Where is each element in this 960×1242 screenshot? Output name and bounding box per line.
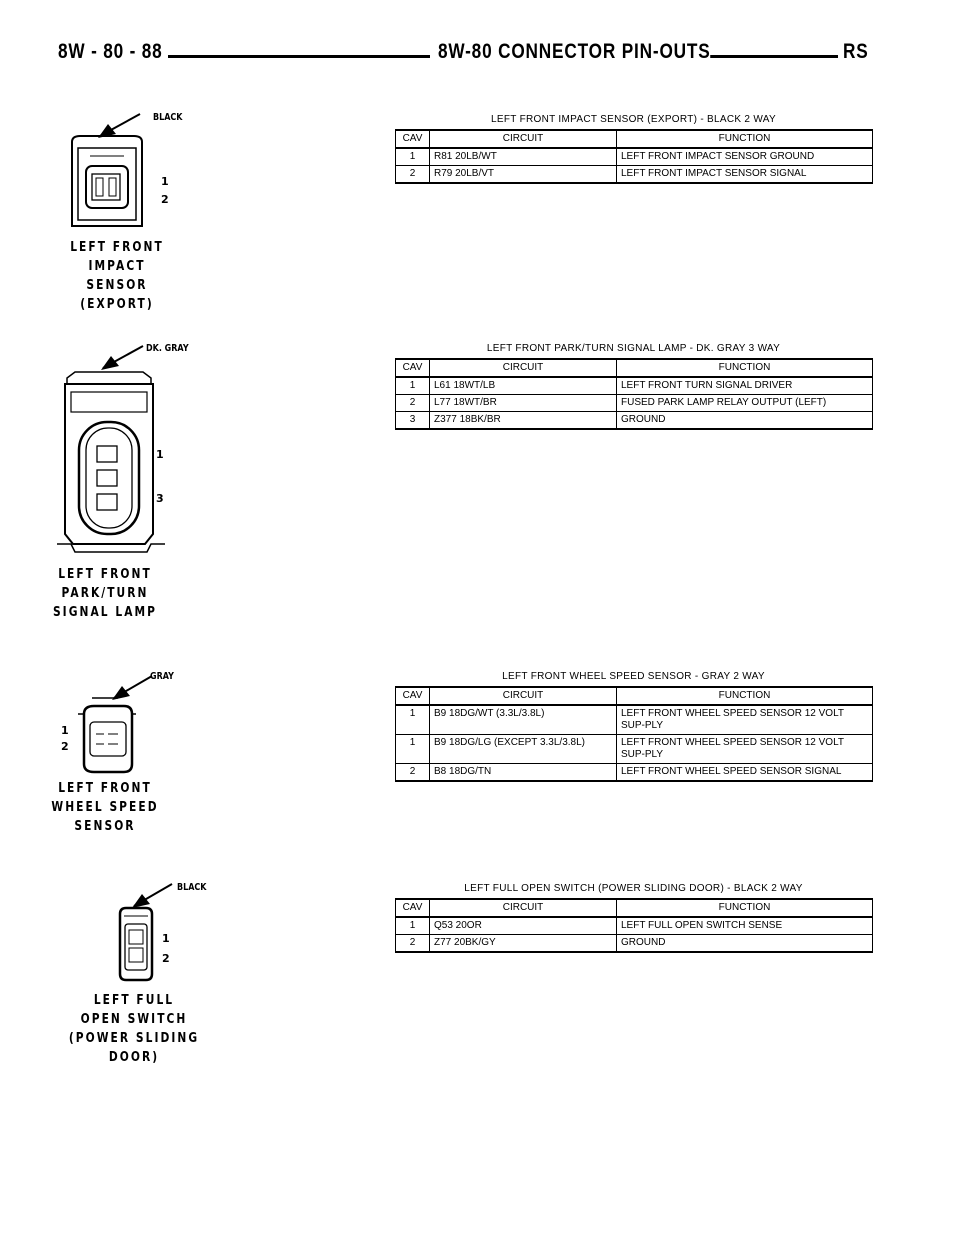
page-header xyxy=(58,40,874,74)
cell-circuit: Z77 20BK/GY xyxy=(430,935,617,953)
column-header-circuit: CIRCUIT xyxy=(430,687,617,705)
column-header-circuit: CIRCUIT xyxy=(430,130,617,148)
label-line: SIGNAL LAMP xyxy=(52,605,158,620)
column-header-circuit: CIRCUIT xyxy=(430,359,617,377)
table-row xyxy=(396,395,873,412)
cell-function: LEFT FRONT WHEEL SPEED SENSOR 12 VOLT SUP-PLY xyxy=(617,705,873,735)
column-header-function: FUNCTION xyxy=(617,130,873,148)
impact-sensor-pin-1: 1 xyxy=(161,175,169,188)
header-rule-left xyxy=(168,55,430,58)
label-line: LEFT FULL xyxy=(93,993,175,1008)
wheel-speed-label xyxy=(44,779,167,836)
cell-function: GROUND xyxy=(617,935,873,953)
cell-circuit: R81 20LB/WT xyxy=(430,148,617,166)
label-line: LEFT FRONT xyxy=(70,240,164,255)
cell-function: LEFT FRONT WHEEL SPEED SENSOR 12 VOLT SUP-PLY xyxy=(617,735,873,764)
impact-sensor-table-block xyxy=(395,113,872,184)
cell-circuit: Q53 20OR xyxy=(430,917,617,935)
column-header-cav: CAV xyxy=(396,359,430,377)
column-header-function: FUNCTION xyxy=(617,687,873,705)
cell-cav: 1 xyxy=(396,735,430,764)
cell-circuit: Z377 18BK/BR xyxy=(430,412,617,430)
cell-circuit: L61 18WT/LB xyxy=(430,377,617,395)
table-title: LEFT FRONT PARK/TURN SIGNAL LAMP - DK. GRAY 3 WAY xyxy=(486,343,781,354)
label-line: (EXPORT) xyxy=(80,297,154,312)
label-line: LEFT FRONT xyxy=(58,781,152,796)
table-title: LEFT FRONT WHEEL SPEED SENSOR - GRAY 2 WAY xyxy=(502,671,765,682)
cell-function: LEFT FRONT TURN SIGNAL DRIVER xyxy=(617,377,873,395)
label-line: PARK/TURN xyxy=(61,586,149,601)
table-row xyxy=(396,166,873,184)
table-row xyxy=(396,917,873,935)
table-row xyxy=(396,148,873,166)
label-line: IMPACT SENSOR xyxy=(86,259,148,293)
cell-function: LEFT FULL OPEN SWITCH SENSE xyxy=(617,917,873,935)
impact-sensor-label xyxy=(56,238,179,314)
column-header-cav: CAV xyxy=(396,899,430,917)
cell-function: LEFT FRONT WHEEL SPEED SENSOR SIGNAL xyxy=(617,764,873,782)
table-title: LEFT FRONT IMPACT SENSOR (EXPORT) - BLACK 2 WAY xyxy=(491,114,776,125)
label-line: OPEN SWITCH xyxy=(80,1012,188,1027)
table-row xyxy=(396,764,873,782)
label-line: SENSOR xyxy=(74,819,136,834)
park-turn-pin-1: 1 xyxy=(156,448,164,461)
full-open-switch-pin-2: 2 xyxy=(162,952,170,965)
table-row xyxy=(396,412,873,430)
cell-cav: 2 xyxy=(396,935,430,953)
wheel-speed-table-block xyxy=(395,670,872,782)
cell-function: LEFT FRONT IMPACT SENSOR GROUND xyxy=(617,148,873,166)
pinout-table xyxy=(395,686,873,782)
cell-circuit: B9 18DG/WT (3.3L/3.8L) xyxy=(430,705,617,735)
label-line: (POWER SLIDING DOOR) xyxy=(68,1031,200,1065)
cell-function: LEFT FRONT IMPACT SENSOR SIGNAL xyxy=(617,166,873,184)
table-row xyxy=(396,705,873,735)
page-number: 8W - 80 - 88 xyxy=(58,40,163,63)
full-open-switch-label xyxy=(52,991,216,1067)
cell-cav: 1 xyxy=(396,917,430,935)
full-open-switch-connector-drawing xyxy=(100,878,210,988)
cell-cav: 1 xyxy=(396,705,430,735)
park-turn-table-block xyxy=(395,342,872,430)
table-row xyxy=(396,377,873,395)
impact-sensor-pin-2: 2 xyxy=(161,193,169,206)
park-turn-pin-3: 3 xyxy=(156,492,164,505)
cell-circuit: L77 18WT/BR xyxy=(430,395,617,412)
column-header-cav: CAV xyxy=(396,687,430,705)
wheel-speed-pin-2: 2 xyxy=(61,740,69,753)
column-header-function: FUNCTION xyxy=(617,359,873,377)
cell-cav: 1 xyxy=(396,148,430,166)
label-line: WHEEL SPEED xyxy=(51,800,159,815)
model-code: RS xyxy=(843,40,869,63)
table-title: LEFT FULL OPEN SWITCH (POWER SLIDING DOOR) - BLACK 2 WAY xyxy=(464,883,803,894)
column-header-function: FUNCTION xyxy=(617,899,873,917)
pinout-table xyxy=(395,898,873,953)
table-row xyxy=(396,935,873,953)
impact-sensor-color-label: BLACK xyxy=(153,112,183,123)
cell-cav: 2 xyxy=(396,166,430,184)
cell-cav: 3 xyxy=(396,412,430,430)
park-turn-color-label: DK. GRAY xyxy=(146,343,189,354)
cell-cav: 2 xyxy=(396,395,430,412)
page-title: 8W-80 CONNECTOR PIN-OUTS xyxy=(438,40,711,63)
pinout-table xyxy=(395,129,873,184)
cell-circuit: R79 20LB/VT xyxy=(430,166,617,184)
cell-circuit: B9 18DG/LG (EXCEPT 3.3L/3.8L) xyxy=(430,735,617,764)
full-open-switch-table-block xyxy=(395,882,872,953)
label-line: LEFT FRONT xyxy=(58,567,152,582)
cell-function: GROUND xyxy=(617,412,873,430)
wheel-speed-color-label: GRAY xyxy=(150,671,174,682)
column-header-cav: CAV xyxy=(396,130,430,148)
cell-cav: 2 xyxy=(396,764,430,782)
cell-function: FUSED PARK LAMP RELAY OUTPUT (LEFT) xyxy=(617,395,873,412)
full-open-switch-color-label: BLACK xyxy=(177,882,207,893)
full-open-switch-pin-1: 1 xyxy=(162,932,170,945)
column-header-circuit: CIRCUIT xyxy=(430,899,617,917)
wheel-speed-connector-drawing xyxy=(70,668,180,778)
table-row xyxy=(396,735,873,764)
pinout-table xyxy=(395,358,873,430)
park-turn-label xyxy=(44,565,167,622)
cell-cav: 1 xyxy=(396,377,430,395)
wheel-speed-pin-1: 1 xyxy=(61,724,69,737)
cell-circuit: B8 18DG/TN xyxy=(430,764,617,782)
